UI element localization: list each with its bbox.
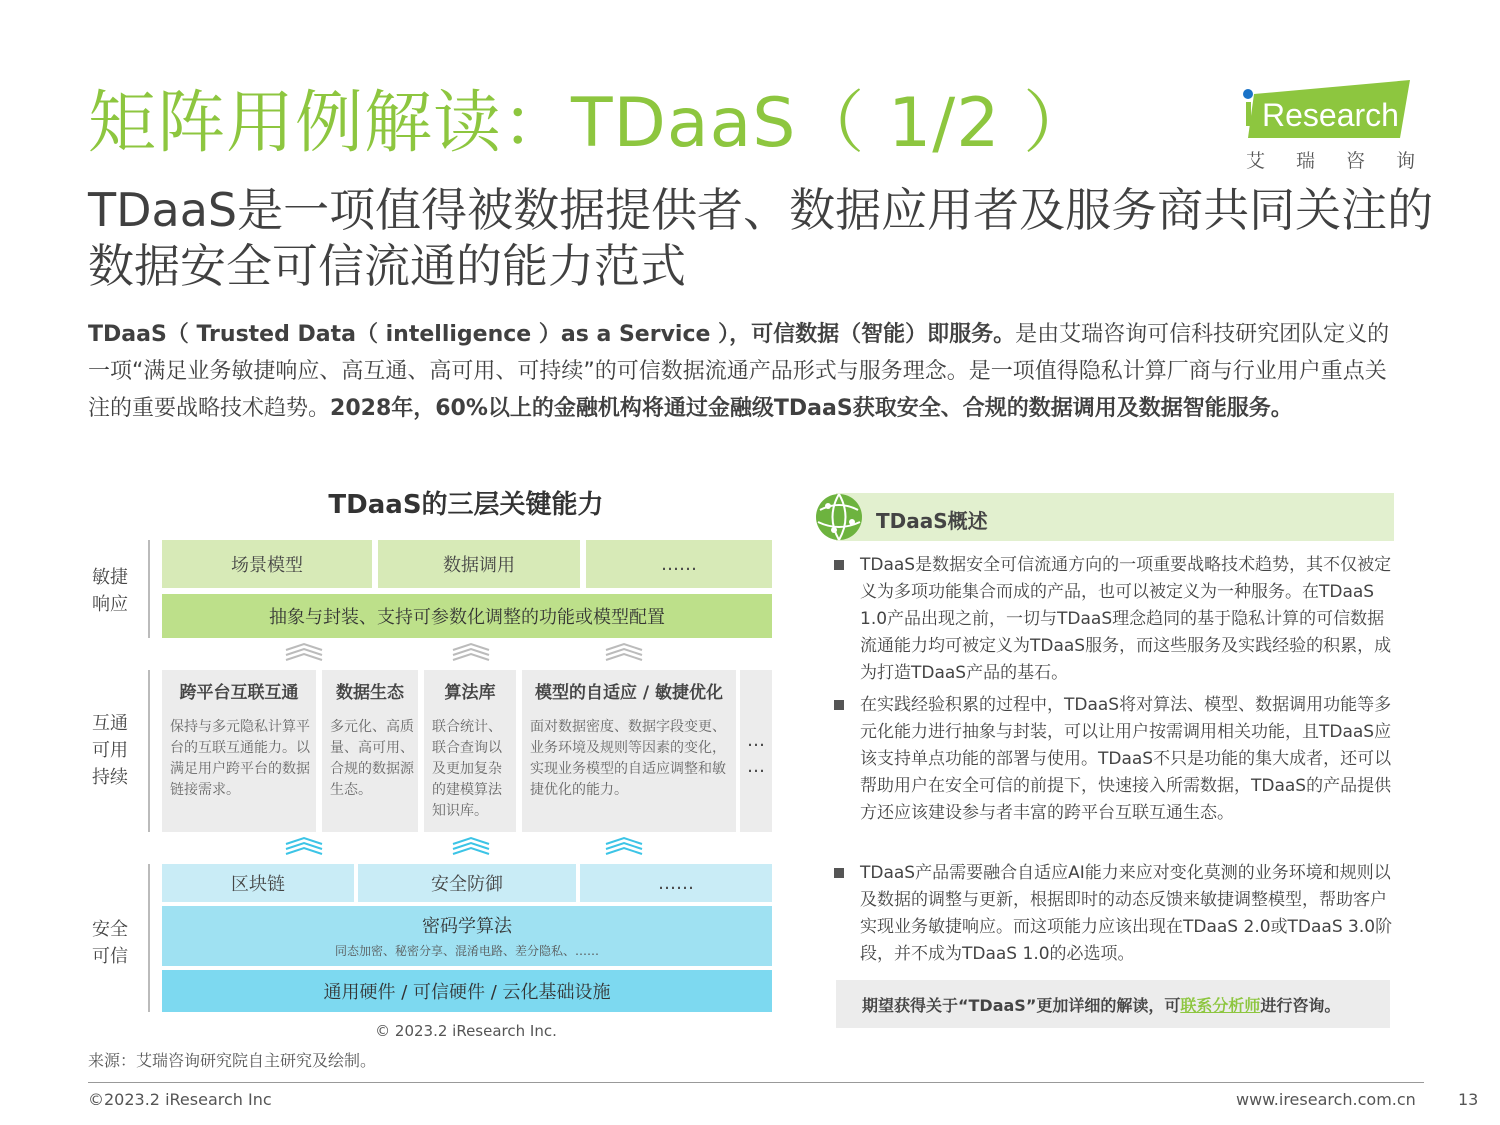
logo-chinese-text: 艾瑞咨询	[1246, 150, 1447, 172]
intro-bold-2: 2028年，60%以上的金融机构将通过金融级TDaaS获取安全、合规的数据调用及数据智能服务。	[330, 396, 1293, 421]
contact-callout	[836, 980, 1390, 1028]
col-text: 联合统计、联合查询以及更加复杂的建模算法知识库。	[432, 719, 502, 819]
col-head: 模型的自适应 / 敏捷优化	[534, 683, 724, 703]
box-ellipsis: ……	[580, 864, 772, 902]
col-more-dots: … …	[740, 670, 772, 832]
box-scene-model: 场景模型	[162, 540, 372, 588]
layer-label-security: 安全可信	[92, 919, 128, 967]
contact-analyst-link[interactable]: 联系分析师	[1180, 995, 1261, 1015]
bullet-square-icon	[834, 700, 844, 710]
layer-divider	[148, 540, 150, 638]
col-cross-platform	[162, 670, 316, 832]
layer-label-agile: 敏捷响应	[92, 567, 128, 615]
globe-icon	[814, 492, 864, 542]
arrow-up-icon	[604, 642, 644, 662]
col-algorithm-lib	[424, 670, 516, 832]
base-infrastructure-bar: 通用硬件 / 可信硬件 / 云化基础设施	[162, 970, 772, 1012]
overview-bullet	[834, 552, 1394, 687]
arrow-up-icon	[284, 836, 324, 856]
bullet-text: TDaaS产品需要融合自适应AI能力来应对变化莫测的业务环境和规则以及数据的调整与更新，根据即时的动态反馈来敏捷调整模型，帮助客户实现业务敏捷响应。而这项能力应该出现在TDaaS 2.0或TDaaS 3.0阶段，并不成为TDaaS 1.0的必选项。	[860, 863, 1393, 964]
source-note: 来源：艾瑞咨询研究院自主研究及绘制。	[88, 1051, 377, 1070]
arrow-up-icon	[451, 836, 491, 856]
bullet-text: TDaaS是数据安全可信流通方向的一项重要战略技术趋势，其不仅被定义为多项功能集合而成的产品，也可以被定义为一种服务。在TDaaS 1.0产品出现之前，一切与TDaaS理念趋同的基于隐私计算的可信数据流通能力均可被定义为TDaaS服务，而这些服务及实践经验的积累，成为打造TDaaS产品的基石。	[860, 555, 1392, 683]
bullet-text: 在实践经验积累的过程中，TDaaS将对算法、模型、数据调用功能等多元化能力进行抽象与封装，可以让用户按需调用相关功能，且TDaaS应该支持单点功能的部署与使用。TDaaS不只是功能的集大成者，还可以帮助用户在安全可信的前提下，快速接入所需数据，TDaaS的产品提供方还应该建设参与者丰富的跨平台互联互通生态。	[860, 695, 1392, 823]
cta-text-post: 进行咨询。	[1260, 995, 1341, 1015]
page-number: 13	[1458, 1090, 1479, 1109]
logo-text: Research	[1262, 97, 1399, 133]
overview-title: TDaaS概述	[876, 509, 988, 533]
col-model-adaptive	[522, 670, 736, 832]
arrow-up-icon	[451, 642, 491, 662]
col-text: 多元化、高质量、高可用、合规的数据源生态。	[330, 719, 414, 798]
bullet-square-icon	[834, 560, 844, 570]
col-text: 保持与多元隐私计算平台的互联互通能力。以满足用户跨平台的数据链接需求。	[170, 719, 310, 798]
layer-divider	[148, 670, 150, 832]
diagram-title: TDaaS的三层关键能力	[328, 490, 604, 520]
layer-divider	[148, 864, 150, 1012]
footer-url[interactable]: www.iresearch.com.cn	[1236, 1090, 1416, 1109]
box-security-defense: 安全防御	[358, 864, 576, 902]
layer-label-interop: 互通可用持续	[92, 713, 128, 788]
col-data-ecosystem	[322, 670, 418, 832]
page-title: 矩阵用例解读：TDaaS（ 1/2 ）	[88, 84, 1093, 163]
footer-divider	[88, 1082, 1424, 1083]
cta-text-pre: 期望获得关于“TDaaS”更加详细的解读，可	[862, 995, 1181, 1015]
col-text: 面对数据密度、数据字段变更、业务环境及规则等因素的变化，实现业务模型的自适应调整和敏捷优化的能力。	[530, 719, 726, 798]
crypto-subtitle: 同态加密、秘密分享、混淆电路、差分隐私、……	[334, 944, 599, 958]
intro-text-1: 是由艾瑞咨询可信科技研究团队定义的一项“满足业务敏捷响应、高互通、高可用、可持续”的可信数据流通产品形式与服务理念。是一项值得隐私计算厂商与行业用户重点关注的重要战略技术趋势。	[88, 322, 1390, 421]
arrow-up-icon	[284, 642, 324, 662]
overview-bullet	[834, 860, 1394, 968]
footer-copyright: ©2023.2 iResearch Inc	[88, 1090, 272, 1109]
crypto-bar	[162, 906, 772, 966]
box-blockchain: 区块链	[162, 864, 354, 902]
box-data-call: 数据调用	[378, 540, 580, 588]
overview-bullet	[834, 692, 1394, 827]
crypto-title: 密码学算法	[422, 916, 512, 937]
intro-bold-1: TDaaS（ Trusted Data（ intelligence ）as a Service ），可信数据（智能）即服务。	[88, 322, 1016, 347]
arrow-up-icon	[604, 836, 644, 856]
box-ellipsis: ……	[586, 540, 772, 588]
col-head: 算法库	[444, 683, 496, 703]
col-head: 数据生态	[336, 683, 404, 703]
intro-paragraph	[88, 316, 1408, 427]
bullet-square-icon	[834, 868, 844, 878]
bar-abstraction: 抽象与封装、支持可参数化调整的功能或模型配置	[162, 594, 772, 638]
diagram-copyright: © 2023.2 iResearch Inc.	[375, 1022, 557, 1040]
page-subtitle: TDaaS是一项值得被数据提供者、数据应用者及服务商共同关注的数据安全可信流通的能力范式	[88, 183, 1434, 293]
col-head: 跨平台互联互通	[179, 683, 299, 703]
